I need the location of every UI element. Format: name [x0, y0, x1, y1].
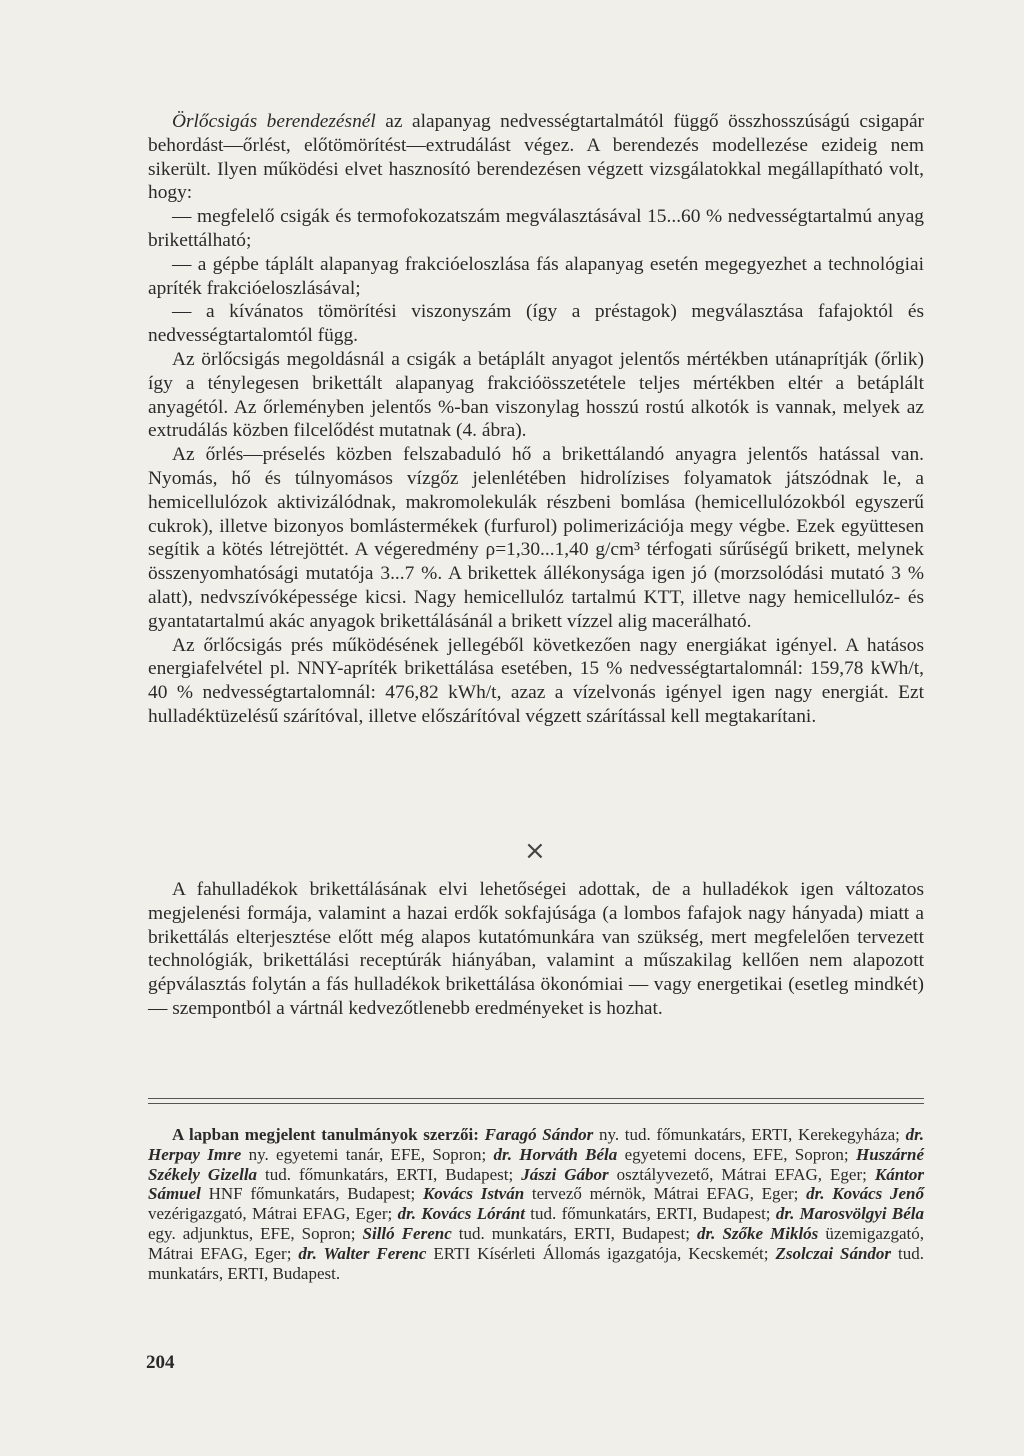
- author-name: dr. Kovács Lóránt: [397, 1204, 525, 1224]
- paragraph: Az őrlőcsigás prés működésének jellegéből következően nagy energiákat igényel. A hatásos energiafelvétel pl. NNY-apríték brikettálása esetében, 15 % nedvességtartalomnál: 159,78 kWh/t, 40 % nedvességtartalomnál: 476,82 kWh/t, azaz a vízelvonás igényel igen nagy energiát. Ezt hulladéktüzelésű szárítóval, illetve előszárítóval végzett szárítással kell megtakarítani.: [148, 634, 924, 727]
- author-name: dr. Kovács Jenő: [806, 1184, 924, 1204]
- author-role: tud. munkatárs, ERTI, Budapest.: [148, 1243, 924, 1283]
- author-name: Huszárné Székely Gizella: [148, 1144, 925, 1184]
- author-name: dr. Marosvölgyi Béla: [775, 1204, 925, 1224]
- author-role: ERTI Kísérleti Állomás igazgatója, Kecskemét;: [426, 1243, 776, 1263]
- authors-heading: A lapban megjelent tanulmányok szerzői:: [172, 1125, 479, 1144]
- author-role: tud. főmunkatárs, ERTI, Budapest;: [524, 1204, 776, 1224]
- authors-note: [148, 1125, 924, 1283]
- author-name: dr. Szőke Miklós: [696, 1223, 819, 1243]
- page-number: 204: [146, 1352, 175, 1373]
- paragraph-conclusion: A fahulladékok brikettálásának elvi lehetőségei adottak, de a hulladékok igen változatos megjelenési formája, valamint a hazai erdők sokfajúsága (a lombos fafajok nagy hányada) miatt a brikettálás elterjesztése előtt még alapos kutatómunkára van szükség, mert megfelelően tervezett technológiák, brikettálási receptúrák hiányában, valamint a műszakilag kellően nem alapozott gépválasztás folytán a fás hulladékok brikettálása ökonómiai — vagy energetikai (esetleg mindkét) — szempontból a vártnál kedvezőtlenebb eredményeket is hozhat.: [148, 879, 924, 1019]
- author-name: Silló Ferenc: [362, 1223, 452, 1243]
- paragraph-intro: [148, 110, 924, 205]
- author-name: Kovács István: [422, 1184, 525, 1204]
- author-role: osztályvezető, Mátrai EFAG, Eger;: [608, 1164, 875, 1184]
- conclusion-block: [148, 878, 924, 1021]
- author-name: Zsolczai Sándor: [775, 1243, 892, 1263]
- author-role: HNF főmunkatárs, Budapest;: [200, 1184, 423, 1204]
- author-role: egyetemi docens, EFE, Sopron;: [617, 1144, 856, 1164]
- author-role: tud. munkatárs, ERTI, Budapest;: [451, 1223, 697, 1243]
- authors-paragraph: [148, 1125, 924, 1283]
- author-name: Faragó Sándor: [484, 1125, 594, 1144]
- author-name: Kántor Sámuel: [148, 1164, 924, 1204]
- paragraph: Az őrlés—préselés közben felszabaduló hő a brikettálandó anyagra jelentős hatással van. Nyomás, hő és túlnyomásos vízgőz jelenlétében hidrolízises folyamatok játszódnak le, a hemicellulózok aktivizálódnak, makromolekulák részbeni bomlása (hemicellulózokból egyszerű cukrok), illetve bizonyos bomlástermékek (furfurol) polimerizációja megy végbe. Ezek együttesen segítik a kötés létrejöttét. A végeredmény ρ=1,30...1,40 g/cm³ térfogati sűrűségű brikett, melynek összenyomhatósági mutatója 3...7 %. A brikettek állékonysága igen jó (morzsolódási mutató 3 % alatt), nedvszívóképessége kicsi. Nagy hemicellulóz tartalmú KTT, illetve nagy hemicellulóz- és gyantatartalmú akác anyagok brikettálásánál a brikett vízzel alig macerálható.: [148, 444, 924, 632]
- paragraph-intro-text: az alapanyag nedvességtartalmától függő összhosszúságú csigapár behordást—őrlést, előtömörítést—extrudálást végez. A berendezés modellezése ezideig nem sikerült. Ilyen működési elvet hasznosító berendezésen végzett vizsgálatokkal megállapítható volt, hogy:: [148, 111, 925, 204]
- author-name: dr. Walter Ferenc: [298, 1243, 427, 1263]
- author-role: vezérigazgató, Mátrai EFAG, Eger;: [148, 1204, 398, 1224]
- author-role: tud. főmunkatárs, ERTI, Budapest;: [257, 1164, 522, 1184]
- paragraph-lead-italic: Örlőcsigás berendezésnél: [172, 111, 376, 132]
- author-name: dr. Horváth Béla: [493, 1144, 618, 1164]
- paragraph: Az örlőcsigás megoldásnál a csigák a betáplált anyagot jelentős mértékben utánaprítják (őrlik) így a ténylegesen brikettált alapanyag frakcióösszetétele teljes mértékben eltér a betáplált anyagétól. Az őrleményben jelentős %-ban viszonylag hosszú rostú alkotók is vannak, melyek az extrudálás közben filcelődést mutatnak (4. ábra).: [148, 348, 924, 442]
- author-role: ny. egyetemi tanár, EFE, Sopron;: [241, 1144, 494, 1164]
- section-separator: ×: [524, 836, 546, 866]
- author-role: üzemigazgató, Mátrai EFAG, Eger;: [148, 1223, 924, 1263]
- divider-line: [148, 1098, 924, 1099]
- main-text-block: [148, 110, 924, 729]
- bullet-item: — a kívánatos tömörítési viszonyszám (így a préstagok) megválasztása fafajoktól és nedvességtartalomtól függ.: [148, 301, 924, 347]
- author-role: egy. adjunktus, EFE, Sopron;: [148, 1223, 363, 1243]
- bullet-item: — a gépbe táplált alapanyag frakcióeloszlása fás alapanyag esetén megegyezhet a technológiai apríték frakcióeloszlásával;: [148, 253, 924, 299]
- author-name: Jászi Gábor: [521, 1164, 609, 1184]
- author-name: dr. Herpay Imre: [148, 1125, 925, 1164]
- bullet-item: — megfelelő csigák és termofokozatszám megválasztásával 15...60 % nedvességtartalmú anyag brikettálható;: [148, 206, 924, 251]
- author-role: tervező mérnök, Mátrai EFAG, Eger;: [524, 1184, 807, 1204]
- divider-line: [148, 1103, 924, 1104]
- author-role: ny. tud. főmunkatárs, ERTI, Kerekegyháza;: [593, 1125, 906, 1144]
